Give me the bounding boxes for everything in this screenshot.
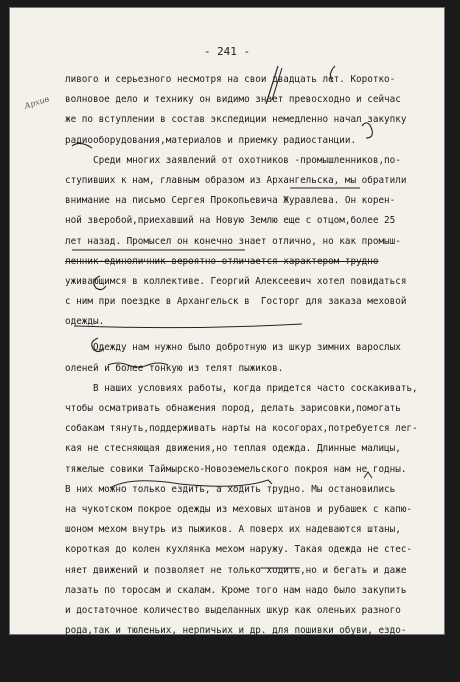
text-line: няет движений и позволяет не только ходить,но и бегать и даже [65, 564, 407, 576]
text-line: В наших условиях работы, когда придется часто соскакивать, [93, 382, 418, 394]
text-line: ной зверобой,приехавший на Новую Землю еще с отцом,более 25 [65, 215, 396, 227]
margin-annotation: Архив [23, 94, 51, 111]
text-line: лет назад. Промысел он конечно знает отлично, но как промыш- [65, 235, 401, 247]
document-page [10, 8, 444, 677]
text-line: В Архангельске надо было заказать также дом и достаточное [93, 665, 413, 677]
text-line: уживающимся в коллективе. Георгий Алексеевич хотел повидаться [65, 275, 407, 287]
text-line: оленей и более тонкую из телят пыжиков. [65, 362, 284, 374]
text-line: ленник-единоличник вероятно отличается характером трудно [65, 255, 379, 267]
text-line: чтобы осматривать обнажения пород, делать зарисовки,помогать [65, 403, 401, 414]
text-line: одежды. [65, 316, 105, 328]
text-line: волновое дело и технику он видимо знает превосходно и сейчас [65, 94, 401, 106]
text-line: В них можно только ездить, а ходить трудно. Мы остановились [65, 483, 396, 495]
text-line: собакам тянуть,поддерживать нарты на косогорах,потребуется лег- [65, 423, 418, 435]
text-line: радиооборудования,материалов и приемку радиостанции. [65, 134, 357, 146]
text-line: кая не стесняющая движения,но теплая одежда. Длинные малицы, [65, 443, 401, 455]
text-line: на чукотском покрое одежды из меховых штанов и рубашек с капю- [65, 503, 413, 515]
text-line: же по вступлении в состав экспедиции немедленно начал закупку [65, 114, 407, 126]
text-line: лазать по торосам и скалам. Кроме того нам надо было закупить [65, 584, 407, 596]
text-line: Среди многих заявлений от охотников -промышленников,по- [93, 154, 401, 166]
text-line: ступивших к нам, главным образом из Архангельска, мы обратили [65, 174, 407, 186]
text-line: с ним при поездке в Архангельск в Госторг для заказа меховой [65, 296, 407, 308]
text-line: и достаточное количество выделанных шкур как оленьих разного [65, 604, 401, 616]
text-line: короткая до колен кухлянка мехом наружу. Такая одежда не стес- [65, 544, 413, 556]
text-line: тяжелые совики Таймырско-Новоземельского покроя нам не годны. [65, 463, 407, 475]
text-line: ливого и серьезного несмотря на свои двадцать лет. Коротко- [65, 74, 396, 85]
page-number: - 241 - [203, 45, 251, 58]
text-line: рода,так и тюленьих, нерпичьих и др. для пошивки обуви, ездо- [65, 625, 407, 637]
typewritten-text [65, 70, 437, 682]
text-line: внимание на письмо Сергея Прокопьевича Журавлева. Он корен- [65, 195, 396, 207]
text-line: вой сбруи и др. [65, 645, 149, 657]
text-line: шоном мехом внутрь из пыжиков. А поверх их надеваются штаны, [65, 524, 401, 536]
text-line: Одежду нам нужно было добротную из шкур зимних варослых [93, 342, 401, 354]
